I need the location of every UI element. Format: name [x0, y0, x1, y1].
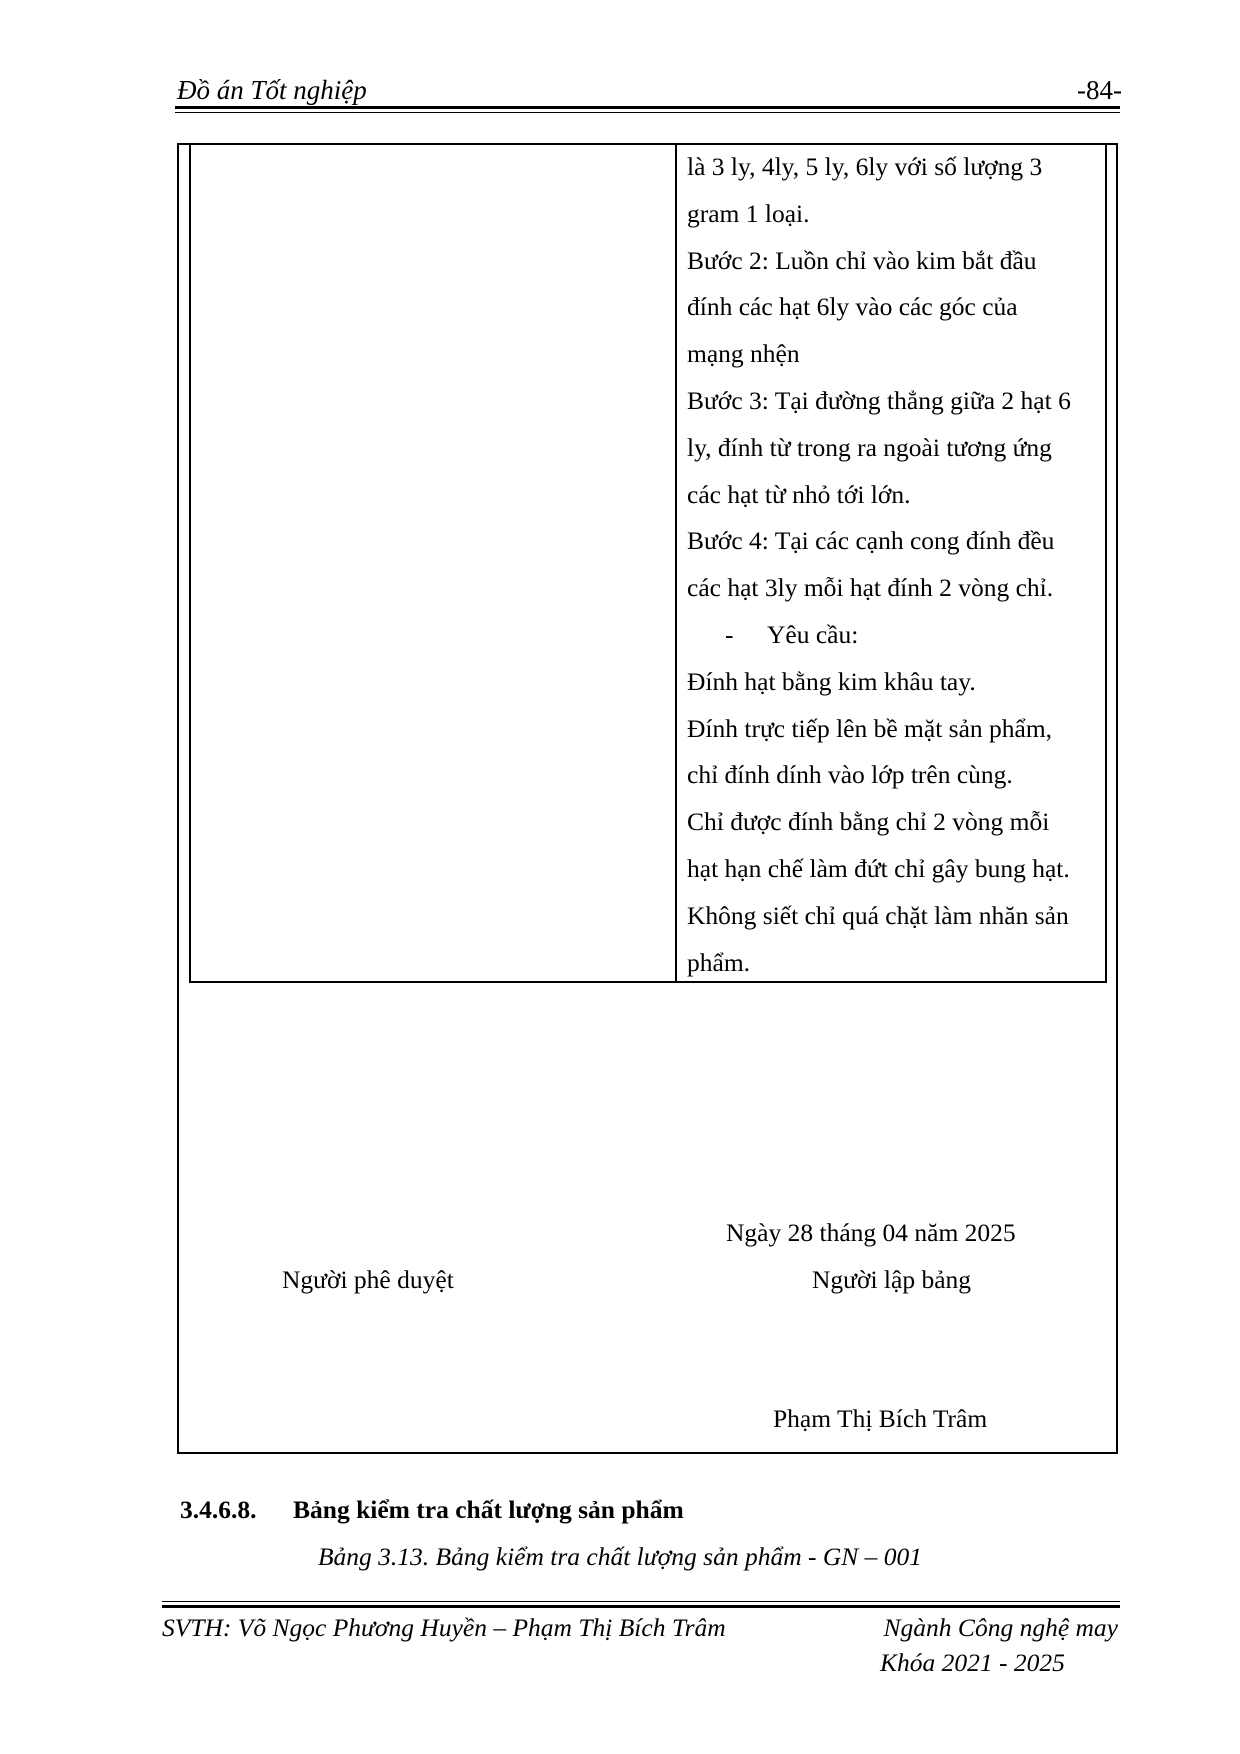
document-header-title: Đồ án Tốt nghiệp: [177, 75, 367, 105]
footer-rule-thin: [162, 1601, 1120, 1602]
page-number: -84-: [1077, 75, 1122, 105]
requirement-line: Đính hạt bằng kim khâu tay.: [687, 666, 976, 696]
signature-date: Ngày 28 tháng 04 năm 2025: [726, 1218, 1016, 1247]
header-rule-thick: [175, 106, 1120, 109]
cell-line: các hạt từ nhỏ tới lớn.: [687, 479, 911, 509]
preparer-label: Người lập bảng: [812, 1265, 972, 1294]
cell-line: ly, đính từ trong ra ngoài tương ứng: [687, 432, 1052, 462]
header-rule-thin: [175, 112, 1120, 113]
footer-cohort: Khóa 2021 - 2025: [880, 1648, 1065, 1677]
footer-major: Ngành Công nghệ may: [883, 1613, 1118, 1642]
cell-line: Bước 2: Luồn chỉ vào kim bắt đầu: [687, 245, 1037, 275]
table-cell-instructions: [687, 144, 1102, 986]
requirement-line: Đính trực tiếp lên bề mặt sản phẩm,: [687, 713, 1053, 743]
requirement-line: chỉ đính dính vào lớp trên cùng.: [687, 760, 1013, 790]
requirement-line: phẩm.: [687, 947, 751, 977]
cell-line: mạng nhện: [687, 339, 800, 369]
preparer-name: Phạm Thị Bích Trâm: [773, 1404, 988, 1433]
requirement-line: Không siết chỉ quá chặt làm nhăn sản: [687, 900, 1069, 930]
cell-line: đính các hạt 6ly vào các góc của: [687, 292, 1018, 322]
footer-students: SVTH: Võ Ngọc Phương Huyền – Phạm Thị Bích Trâm: [162, 1613, 726, 1642]
list-dash: -: [725, 619, 734, 649]
cell-line: gram 1 loại.: [687, 198, 810, 228]
cell-line: Bước 3: Tại đường thẳng giữa 2 hạt 6: [687, 385, 1071, 415]
section-title: Bảng kiểm tra chất lượng sản phẩm: [293, 1495, 684, 1524]
footer-rule-thick: [162, 1605, 1120, 1608]
cell-line: là 3 ly, 4ly, 5 ly, 6ly với số lượng 3: [687, 152, 1043, 181]
cell-line: Bước 4: Tại các cạnh cong đính đều: [687, 526, 1055, 556]
cell-line: các hạt 3ly mỗi hạt đính 2 vòng chỉ.: [687, 573, 1054, 603]
requirement-label: Yêu cầu:: [767, 619, 859, 649]
inner-table-column-divider: [675, 143, 677, 981]
table-caption: Bảng 3.13. Bảng kiểm tra chất lượng sản phẩm - GN – 001: [317, 1542, 923, 1571]
requirement-line: Chỉ được đính bằng chỉ 2 vòng mỗi: [687, 807, 1050, 837]
approver-label: Người phê duyệt: [282, 1265, 454, 1294]
requirement-line: hạt hạn chế làm đứt chỉ gây bung hạt.: [687, 853, 1070, 883]
section-number: 3.4.6.8.: [180, 1495, 257, 1524]
requirement-heading: [687, 612, 1102, 659]
